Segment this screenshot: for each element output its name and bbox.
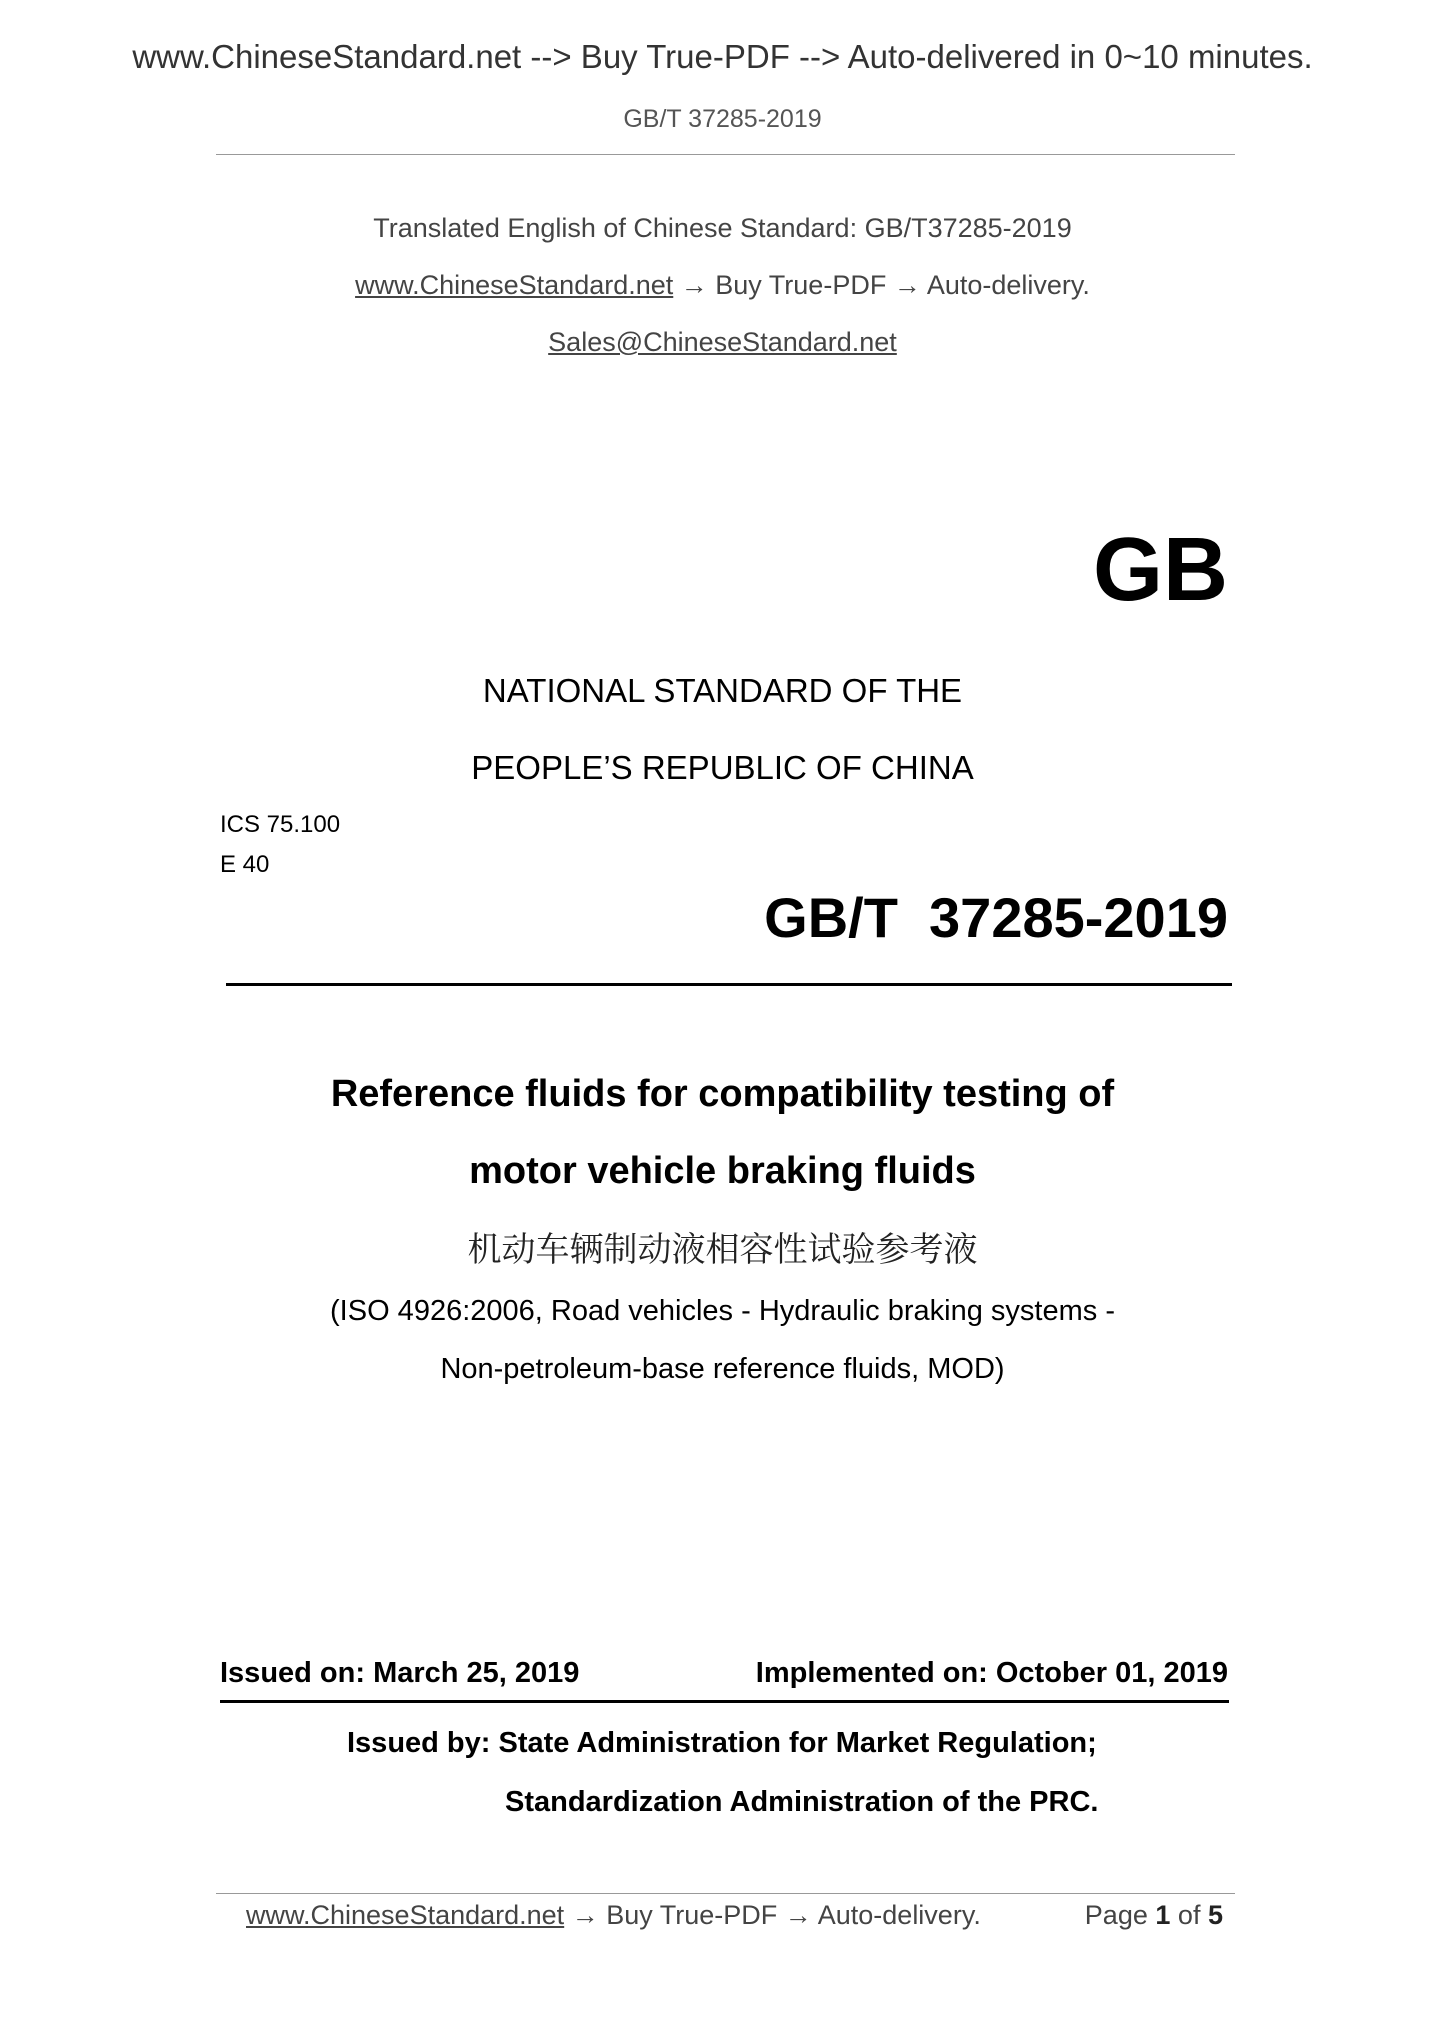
national-standard-line2: PEOPLE’S REPUBLIC OF CHINA — [471, 749, 974, 786]
header-divider — [216, 154, 1235, 155]
page-total: 5 — [1207, 1900, 1223, 1930]
standard-number-divider — [226, 983, 1232, 986]
footer-site-link[interactable]: www.ChineseStandard.net — [246, 1900, 565, 1930]
page-indicator — [1085, 1900, 1223, 1931]
dates-divider — [220, 1700, 1229, 1703]
top-banner: www.ChineseStandard.net --> Buy True-PDF --> Auto-delivered in 0~10 minutes. — [132, 38, 1313, 75]
classification-code: E 40 — [220, 851, 270, 878]
sales-email-link[interactable]: Sales@ChineseStandard.net — [548, 327, 897, 357]
footer-buy-text: → Buy True-PDF → Auto-delivery. — [564, 1900, 981, 1930]
site-link[interactable]: www.ChineseStandard.net — [355, 270, 674, 300]
gb-logo: GB — [1093, 520, 1228, 620]
page-of: of — [1177, 1900, 1201, 1930]
header-doc-code: GB/T 37285-2019 — [623, 105, 822, 133]
footer-buy-line — [246, 1900, 981, 1931]
issued-by-line1: Issued by: State Administration for Market Regulation; — [347, 1727, 1097, 1759]
page-label: Page — [1084, 1900, 1148, 1930]
translated-notice: Translated English of Chinese Standard: GB/T37285-2019 — [373, 213, 1072, 243]
footer-divider — [216, 1893, 1235, 1894]
chinese-title: 机动车辆制动液相容性试验参考液 — [467, 1230, 978, 1270]
title-line1: Reference fluids for compatibility testing of — [330, 1073, 1115, 1115]
sales-email-line — [0, 327, 1445, 358]
implemented-on-date: Implemented on: October 01, 2019 — [755, 1657, 1228, 1689]
buy-line-text: → Buy True-PDF → Auto-delivery. — [673, 270, 1090, 300]
iso-reference-line2: Non-petroleum-base reference fluids, MOD) — [440, 1353, 1005, 1385]
national-standard-line1: NATIONAL STANDARD OF THE — [482, 672, 963, 709]
issued-by-line2: Standardization Administration of the PRC. — [505, 1786, 1099, 1818]
issued-on-date: Issued on: March 25, 2019 — [220, 1657, 580, 1689]
iso-reference-line1: (ISO 4926:2006, Road vehicles - Hydraulic braking systems - — [330, 1295, 1115, 1327]
title-line2: motor vehicle braking fluids — [469, 1150, 976, 1192]
buy-line — [0, 270, 1445, 301]
standard-number: GB/T 37285-2019 — [764, 886, 1228, 949]
ics-code: ICS 75.100 — [220, 811, 341, 838]
page-current: 1 — [1155, 1900, 1171, 1930]
